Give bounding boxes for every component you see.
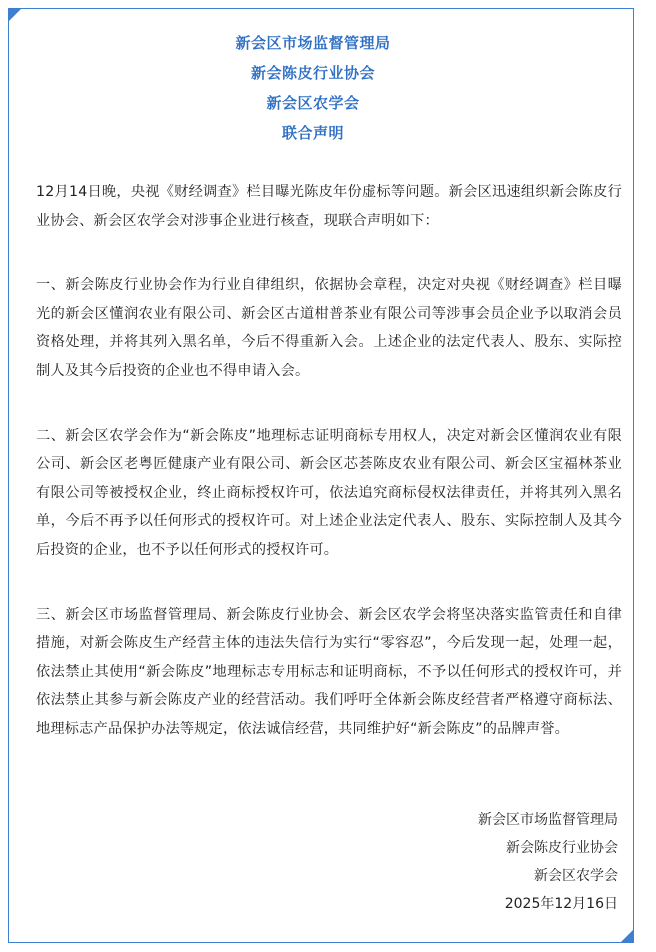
clause-three-paragraph: 三、新会区市场监督管理局、新会陈皮行业协会、新会区农学会将坚决落实监管责任和自律措施，对新会陈皮生产经营主体的违法失信行为实行“零容忍”，今后发现一起，处理一起，依法禁止其使用“新会陈皮”地理标志专用标志和证明商标，不予以任何形式的授权许可，并依法禁止其参与新会陈皮产业的经营活动。我们呼吁全体新会陈皮经营者严格遵守商标法、地理标志产品保护办法等规定，依法诚信经营，共同维护好“新会陈皮”的品牌声誉。: [36, 606, 622, 737]
signature-block: [478, 806, 618, 918]
issuer-title-industry-association: 新会陈皮行业协会: [250, 64, 375, 82]
issuer-title-market-supervision: 新会区市场监督管理局: [235, 34, 391, 52]
clause-one-paragraph: 一、新会陈皮行业协会作为行业自律组织，依据协会章程，决定对央视《财经调查》栏目曝光的新会区懂润农业有限公司、新会区古道柑普茶业有限公司等涉事会员企业予以取消会员资格处理，并将其列入黑名单，今后不得重新入会。上述企业的法定代表人、股东、实际控制人及其今后投资的企业也不得申请入会。: [36, 277, 622, 379]
statement-body: [36, 178, 622, 780]
frame-corner-top-left: [8, 8, 22, 22]
signature-date: 2025年12月16日: [504, 896, 618, 912]
issuer-title-agronomy-society: 新会区农学会: [266, 94, 360, 112]
signature-agronomy-society: 新会区农学会: [534, 868, 618, 884]
intro-paragraph: 12月14日晚，央视《财经调查》栏目曝光陈皮年份虚标等问题。新会区迅速组织新会陈皮行业协会、新会区农学会对涉事企业进行核查，现联合声明如下：: [36, 184, 622, 229]
frame-corner-bottom-right: [620, 929, 634, 943]
clause-two-paragraph: 二、新会区农学会作为“新会陈皮”地理标志证明商标专用权人，决定对新会区懂润农业有限公司、新会区老粤匠健康产业有限公司、新会区芯荟陈皮农业有限公司、新会区宝福林茶业有限公司等被授权企业，终止商标授权许可，依法追究商标侵权法律责任，并将其列入黑名单，今后不再予以任何形式的授权许可。对上述企业法定代表人、股东、实际控制人及其今后投资的企业，也不予以任何形式的授权许可。: [36, 427, 622, 558]
signature-industry-association: 新会陈皮行业协会: [506, 840, 618, 856]
signature-market-supervision: 新会区市场监督管理局: [478, 812, 618, 828]
statement-header: [0, 28, 626, 148]
statement-title: 联合声明: [281, 124, 344, 142]
